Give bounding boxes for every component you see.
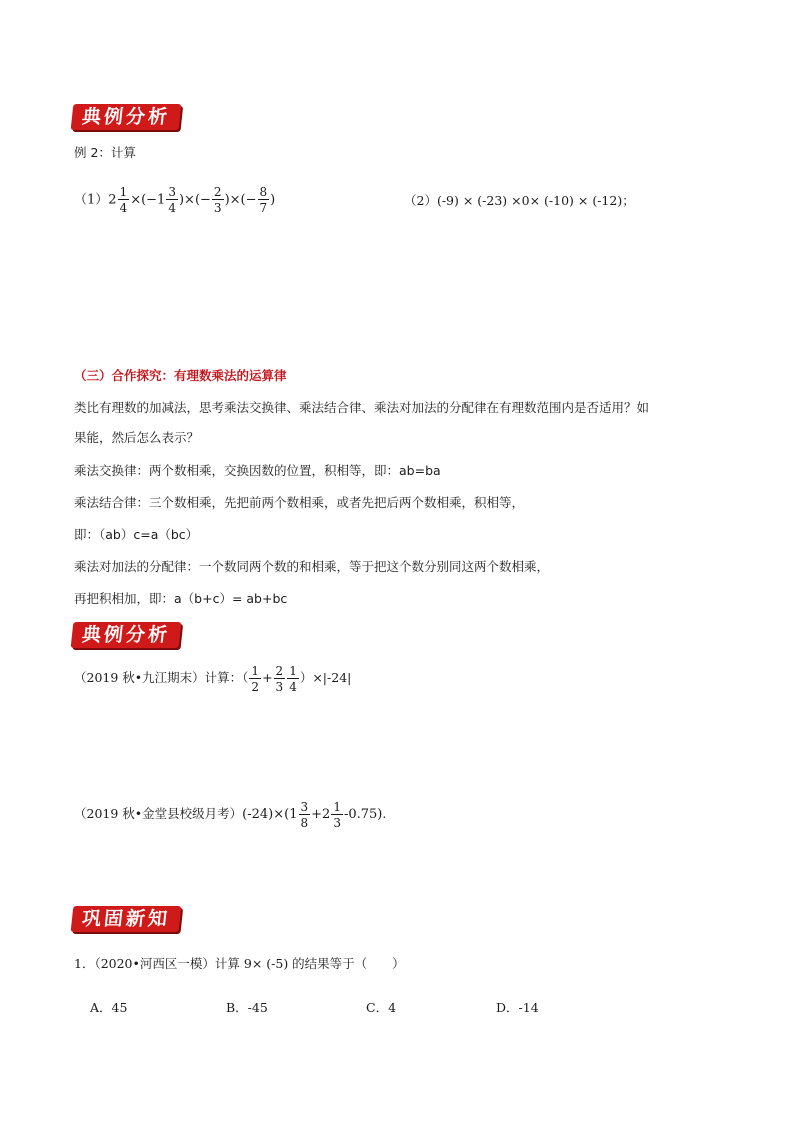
option-a[interactable]: A．45 [90, 1000, 128, 1015]
fraction: $\frac{3}{4}$ [168, 185, 176, 215]
operator-text: ）×|-24| [299, 670, 352, 685]
problem-1-label: （1） [74, 192, 109, 208]
problem-2-expression: （2）(-9) × (-23) ×0× (-10) × (-12)； [404, 193, 635, 208]
cooperation-heading: （三）合作探究：有理数乘法的运算律 [74, 368, 287, 383]
operator-text: )×(− [224, 192, 257, 208]
section-banner-example-analysis-2: 典例分析 [71, 622, 182, 648]
associative-law: 乘法结合律：三个数相乘，先把前两个数相乘，或者先把后两个数相乘，积相等， [74, 495, 525, 510]
operator-text: ) [270, 192, 276, 208]
fraction: $\frac{2}{3}$ [275, 663, 284, 694]
option-d[interactable]: D．-14 [496, 1000, 539, 1015]
fraction: $\frac{1}{2}$ [251, 663, 260, 694]
distributive-law-formula: 再把积相加，即：a（b+c）= ab+bc [74, 591, 288, 606]
operator-text: (-24)×(1 [242, 807, 298, 822]
operator-text: -0.75) [343, 807, 383, 822]
question-1-stem: 1．（2020•河西区一模）计算 9× (-5) 的结果等于（ ） [74, 956, 405, 971]
option-b[interactable]: B．-45 [226, 1000, 268, 1015]
operator-text: +2 [311, 807, 331, 822]
fraction: $\frac{1}{4}$ [289, 663, 297, 694]
commutative-law: 乘法交换律：两个数相乘，交换因数的位置，积相等，即：ab=ba [74, 463, 441, 478]
problem-source: （2019 秋•九江期末）计算：（ [74, 670, 249, 685]
problem-jintang [74, 800, 386, 829]
problem-source: （2019 秋•金堂县校级月考） [74, 806, 243, 821]
problem-jiujiang [74, 664, 351, 693]
operator-text: ×(−1 [130, 192, 166, 208]
operator-text: + [262, 670, 273, 685]
period: . [382, 806, 387, 821]
associative-law-formula: 即：（ab）c=a（bc） [74, 527, 199, 542]
cooperation-line-1: 类比有理数的加减法，思考乘法交换律、乘法结合律、乘法对加法的分配律在有理数范围内是否适用？如 [74, 400, 650, 415]
fraction: $\frac{1}{4}$ [119, 185, 128, 215]
distributive-law: 乘法对加法的分配律：一个数同两个数的和相乘，等于把这个数分别同这两个数相乘， [74, 559, 550, 574]
section-banner-consolidate: 巩固新知 [71, 906, 182, 932]
fraction: $\frac{8}{7}$ [259, 185, 268, 215]
operator-text: )×(− [178, 192, 211, 208]
example-2-title: 例 2：计算 [74, 145, 136, 160]
fraction: $\frac{1}{3}$ [333, 799, 341, 830]
whole-number: 2 [108, 192, 117, 208]
fraction: $\frac{2}{3}$ [213, 185, 222, 215]
fraction: $\frac{3}{8}$ [300, 799, 309, 830]
section-banner-example-analysis: 典例分析 [71, 104, 182, 130]
cooperation-line-2: 果能，然后怎么表示？ [74, 430, 200, 445]
option-c[interactable]: C．4 [366, 1000, 397, 1015]
problem-1-expression [74, 186, 275, 215]
